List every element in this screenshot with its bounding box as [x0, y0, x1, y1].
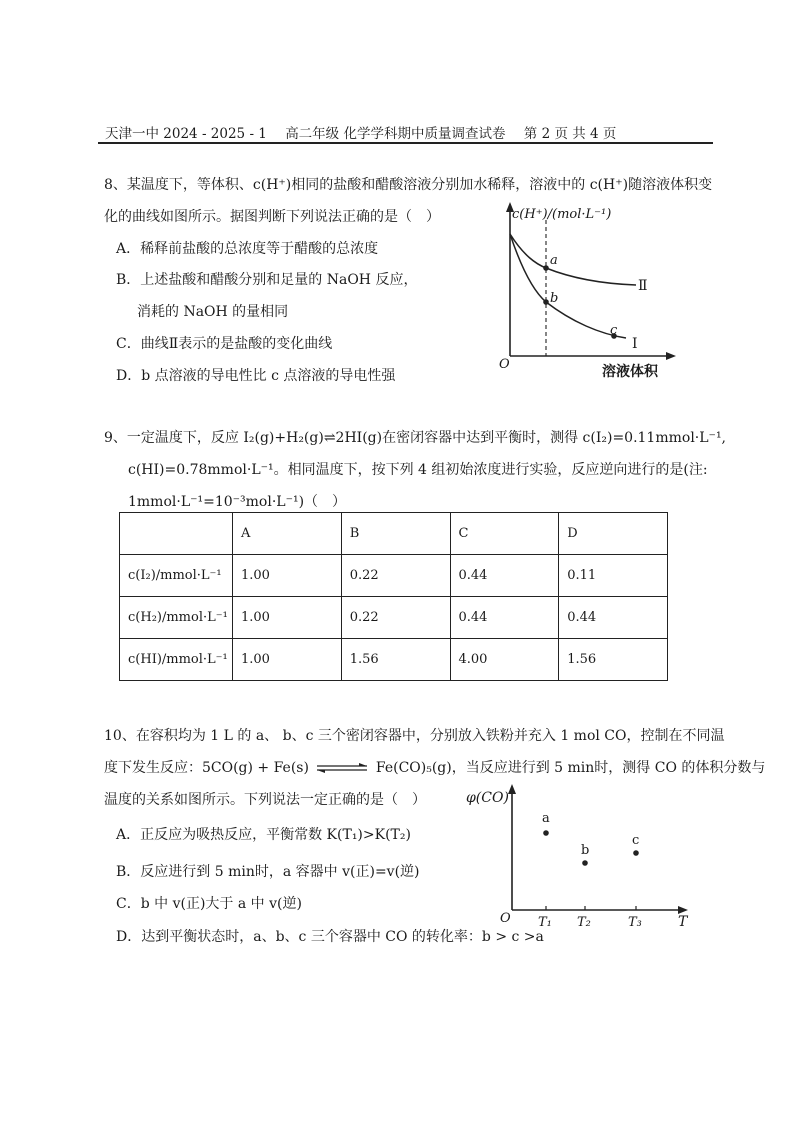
- q10-y-axis-arrow: [508, 784, 516, 794]
- table-header-row: [120, 513, 668, 555]
- table-header-cell: [120, 513, 233, 555]
- table-cell: 1.00: [233, 597, 342, 639]
- q8-figure: [490, 196, 680, 386]
- table-row: [120, 555, 668, 597]
- table-cell: 4.00: [450, 639, 559, 681]
- q8-point-b: [543, 299, 549, 305]
- q10-figure: [462, 776, 694, 936]
- table-header-cell: A: [233, 513, 342, 555]
- table-cell: 1.56: [341, 639, 450, 681]
- table-header-cell: B: [341, 513, 450, 555]
- table-row: [120, 597, 668, 639]
- q10-point-b: [582, 860, 588, 866]
- q10-label-t1: T₁: [538, 915, 552, 930]
- table-cell: 0.11: [559, 555, 668, 597]
- q10-stem-line2: [104, 757, 765, 777]
- q8-option-b-line1: B．上述盐酸和醋酸分别和足量的 NaOH 反应，: [116, 272, 418, 288]
- q8-curve-i: [510, 234, 626, 338]
- q10-option-b: B．反应进行到 5 min时，a 容器中 v(正)=v(逆): [116, 864, 420, 880]
- q9-stem-line1: 9、一定温度下，反应 I₂(g)+H₂(g)⇌2HI(g)在密闭容器中达到平衡时，测得 c(I₂)=0.11mmol·L⁻¹,: [104, 430, 727, 446]
- q8-label-b: b: [550, 291, 559, 306]
- equilibrium-arrow-icon: [315, 762, 369, 774]
- table-cell: 0.44: [559, 597, 668, 639]
- table-header-cell: D: [559, 513, 668, 555]
- q10-point-a: [543, 830, 549, 836]
- table-row-label: c(I₂)/mmol·L⁻¹: [120, 555, 233, 597]
- q10-label-t2: T₂: [577, 915, 591, 930]
- q10-stem-line1: 10、在容积均为 1 L 的 a、 b、c 三个密闭容器中，分别放入铁粉并充入 1 mol CO，控制在不同温: [104, 728, 725, 744]
- q8-option-d: D．b 点溶液的导电性比 c 点溶液的导电性强: [116, 368, 396, 384]
- q8-point-a: [543, 265, 549, 271]
- table-cell: 0.44: [450, 597, 559, 639]
- q8-label-curve-i: Ⅰ: [632, 336, 638, 352]
- q8-stem-line1: 8、某温度下，等体积、c(H⁺)相同的盐酸和醋酸溶液分别加水稀释，溶液中的 c(H⁺)随溶液体积变: [104, 177, 713, 193]
- q10-option-d: D．达到平衡状态时，a、b、c 三个容器中 CO 的转化率：b > c >a: [116, 929, 544, 945]
- q9-table: [119, 512, 668, 681]
- q10-option-a: A．正反应为吸热反应，平衡常数 K(T₁)>K(T₂): [116, 827, 411, 843]
- table-cell: 1.56: [559, 639, 668, 681]
- q10-origin: O: [500, 911, 511, 926]
- q10-stem-line3: 温度的关系如图所示。下列说法一定正确的是（ ）: [104, 792, 426, 808]
- q8-label-curve-ii: Ⅱ: [638, 278, 648, 294]
- q10-label-c: c: [632, 833, 640, 848]
- header-school: 天津一中 2024 - 2025 - 1: [105, 126, 267, 142]
- table-row-label: c(H₂)/mmol·L⁻¹: [120, 597, 233, 639]
- q10-ylabel: φ(CO): [466, 790, 509, 806]
- q8-label-a: a: [550, 253, 558, 268]
- q10-xlabel: T: [678, 914, 688, 930]
- q10-option-c: C．b 中 v(正)大于 a 中 v(逆): [116, 896, 302, 912]
- q10-label-t3: T₃: [628, 915, 642, 930]
- q8-curve-ii: [510, 234, 636, 285]
- table-cell: 1.00: [233, 555, 342, 597]
- page-header: [105, 122, 630, 142]
- table-row-label: c(HI)/mmol·L⁻¹: [120, 639, 233, 681]
- q8-origin: O: [499, 357, 510, 372]
- table-row: [120, 639, 668, 681]
- q8-label-c: c: [610, 323, 618, 338]
- q10-point-c: [633, 850, 639, 856]
- header-page: 第 2 页 共 4 页: [523, 126, 617, 142]
- q10-x-axis-arrow: [678, 906, 688, 914]
- table-cell: 1.00: [233, 639, 342, 681]
- q10-label-b: b: [581, 843, 590, 858]
- q8-option-a: A．稀释前盐酸的总浓度等于醋酸的总浓度: [116, 241, 379, 257]
- q8-ylabel: c(H⁺)/(mol·L⁻¹): [512, 207, 612, 222]
- q8-x-axis-arrow: [666, 352, 676, 360]
- table-cell: 0.22: [341, 555, 450, 597]
- q8-stem-line2: 化的曲线如图所示。据图判断下列说法正确的是（ ）: [104, 209, 440, 225]
- table-cell: 0.44: [450, 555, 559, 597]
- q8-option-c: C．曲线Ⅱ表示的是盐酸的变化曲线: [116, 336, 333, 352]
- q10-stem-line2-part-b: Fe(CO)₅(g)，当反应进行到 5 min时，测得 CO 的体积分数与: [375, 760, 766, 776]
- q9-stem-line2: c(HI)=0.78mmol·L⁻¹。相同温度下，按下列 4 组初始浓度进行实验，反应逆向进行的是(注:: [128, 462, 708, 478]
- table-cell: 0.22: [341, 597, 450, 639]
- q8-option-b-line2: 消耗的 NaOH 的量相同: [137, 304, 289, 320]
- q10-label-a: a: [542, 811, 550, 826]
- q10-stem-line2-part-a: 度下发生反应：5CO(g) + Fe(s): [104, 760, 309, 776]
- q8-xlabel: 溶液体积: [602, 364, 658, 380]
- header-grade-subject: 高二年级 化学学科期中质量调查试卷: [285, 126, 506, 142]
- q9-stem-line3: 1mmol·L⁻¹=10⁻³mol·L⁻¹)（ ）: [128, 494, 347, 510]
- table-header-cell: C: [450, 513, 559, 555]
- header-rule: [98, 142, 713, 144]
